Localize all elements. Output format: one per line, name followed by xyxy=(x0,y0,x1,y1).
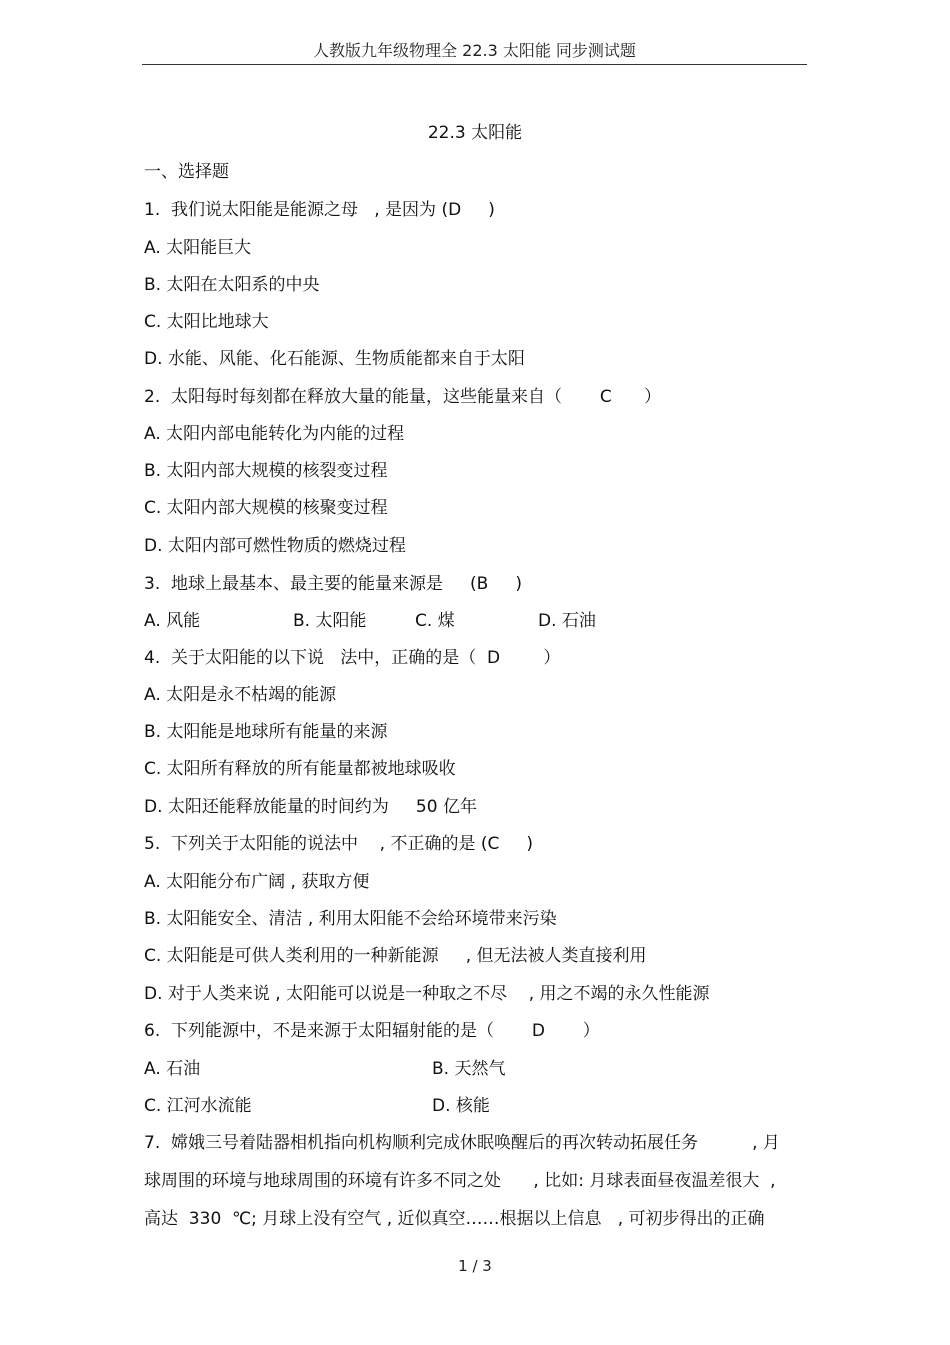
page-title: 22.3 太阳能 xyxy=(427,123,523,143)
question-6-option-b: B. 天然气 xyxy=(432,1059,506,1079)
question-5-option-c: C. 太阳能是可供人类利用的一种新能源 , 但无法被人类直接利用 xyxy=(144,946,647,966)
question-2-option-b: B. 太阳内部大规模的核裂变过程 xyxy=(144,461,388,481)
question-6-option-a: A. 石油 xyxy=(144,1059,201,1079)
question-5-option-a: A. 太阳能分布广阔 , 获取方便 xyxy=(144,872,370,892)
question-6-option-d: D. 核能 xyxy=(432,1096,490,1116)
question-4-stem: 4. 关于太阳能的以下说 法中，正确的是（ D ） xyxy=(144,648,561,668)
question-1-stem: 1. 我们说太阳能是能源之母 , 是因为 (D ) xyxy=(144,200,495,220)
question-3-option-c: C. 煤 xyxy=(415,611,455,631)
question-4-option-d: D. 太阳还能释放能量的时间约为 50 亿年 xyxy=(144,797,477,817)
question-3-option-a: A. 风能 xyxy=(144,611,201,631)
question-2-option-c: C. 太阳内部大规模的核聚变过程 xyxy=(144,498,388,518)
question-4-option-a: A. 太阳是永不枯竭的能源 xyxy=(144,685,337,705)
question-6-stem: 6. 下列能源中，不是来源于太阳辐射能的是（ D ） xyxy=(144,1021,600,1041)
question-1-option-a: A. 太阳能巨大 xyxy=(144,238,252,258)
section-heading: 一、选择题 xyxy=(144,162,229,182)
question-5-stem: 5. 下列关于太阳能的说法中 , 不正确的是 (C ) xyxy=(144,834,534,854)
question-2-option-d: D. 太阳内部可燃性物质的燃烧过程 xyxy=(144,536,406,556)
question-1-option-b: B. 太阳在太阳系的中央 xyxy=(144,275,320,295)
question-2-stem: 2. 太阳每时每刻都在释放大量的能量，这些能量来自（ C ） xyxy=(144,387,662,407)
page-number: 1 / 3 xyxy=(458,1257,492,1275)
question-6-option-c: C. 江河水流能 xyxy=(144,1096,252,1116)
question-5-option-b: B. 太阳能安全、清洁 , 利用太阳能不会给环境带来污染 xyxy=(144,909,557,929)
question-4-option-c: C. 太阳所有释放的所有能量都被地球吸收 xyxy=(144,759,456,779)
header-divider xyxy=(142,64,807,65)
question-7-line-3: 高达 330 ℃; 月球上没有空气 , 近似真空……根据以上信息 , 可初步得出的正确 xyxy=(144,1209,765,1229)
question-7-line-2: 球周围的环境与地球周围的环境有许多不同之处 , 比如: 月球表面昼夜温差很大 , xyxy=(144,1171,776,1191)
question-3-option-d: D. 石油 xyxy=(538,611,596,631)
question-3-stem: 3. 地球上最基本、最主要的能量来源是 (B ) xyxy=(144,574,522,594)
question-4-option-b: B. 太阳能是地球所有能量的来源 xyxy=(144,722,388,742)
question-7-line-1: 7. 嫦娥三号着陆器相机指向机构顺利完成休眠唤醒后的再次转动拓展任务 , 月 xyxy=(144,1133,780,1153)
question-5-option-d: D. 对于人类来说 , 太阳能可以说是一种取之不尽 , 用之不竭的永久性能源 xyxy=(144,984,710,1004)
running-header: 人教版九年级物理全 22.3 太阳能 同步测试题 xyxy=(313,41,636,60)
question-3-option-b: B. 太阳能 xyxy=(293,611,367,631)
question-2-option-a: A. 太阳内部电能转化为内能的过程 xyxy=(144,424,405,444)
question-1-option-d: D. 水能、风能、化石能源、生物质能都来自于太阳 xyxy=(144,349,525,369)
question-1-option-c: C. 太阳比地球大 xyxy=(144,312,269,332)
